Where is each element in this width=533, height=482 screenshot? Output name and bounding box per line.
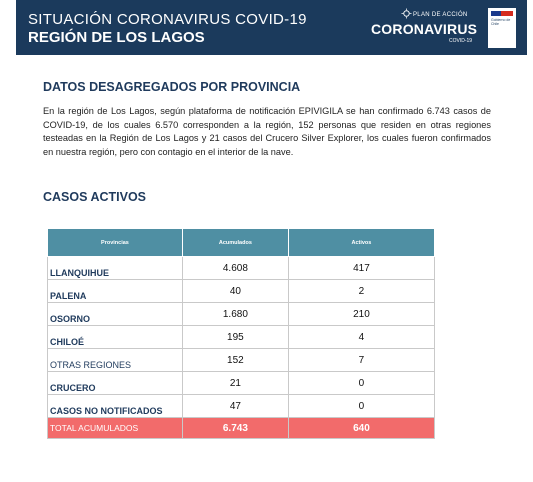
table-header-row — [48, 229, 435, 257]
cell-acumulados: 195 — [182, 326, 288, 349]
section-heading-desagregados: DATOS DESAGREGADOS POR PROVINCIA — [43, 80, 301, 94]
table-row — [48, 280, 435, 303]
cell-acumulados: 4.608 — [182, 257, 288, 280]
cell-activos: 4 — [288, 326, 434, 349]
total-acumulados: 6.743 — [182, 418, 288, 439]
section-heading-casos-activos: CASOS ACTIVOS — [43, 190, 147, 204]
table-row — [48, 395, 435, 418]
cell-activos: 0 — [288, 395, 434, 418]
cell-provincia: CHILOÉ — [48, 326, 183, 349]
total-label: TOTAL ACUMULADOS — [48, 418, 183, 439]
cell-provincia: LLANQUIHUE — [48, 257, 183, 280]
cell-acumulados: 152 — [182, 349, 288, 372]
total-row — [48, 418, 435, 439]
cell-activos: 417 — [288, 257, 434, 280]
cell-provincia: PALENA — [48, 280, 183, 303]
cell-activos: 210 — [288, 303, 434, 326]
cell-acumulados: 1.680 — [182, 303, 288, 326]
table-row — [48, 303, 435, 326]
intro-paragraph: En la región de Los Lagos, según plataforma de notificación EPIVIGILA se han confirmado 6.743 casos de COVID-19, de los cuales 6.570 corresponden a la región, 152 personas que residen en otras regiones testeadas en la Región de Los Lagos y 21 casos del Crucero Silver Explorer, los cuales fueron confirmados en nuestra región, pero con contagio en el interior de la nave. — [43, 106, 491, 157]
cell-provincia: OTRAS REGIONES — [48, 349, 183, 372]
table-row — [48, 326, 435, 349]
cell-provincia: CRUCERO — [48, 372, 183, 395]
flag-red — [501, 11, 513, 16]
table-row — [48, 349, 435, 372]
gov-badge-text: Gobierno de Chile — [491, 18, 511, 26]
header-acumulados: Acumulados — [182, 229, 288, 257]
cell-acumulados: 40 — [182, 280, 288, 303]
cell-activos: 0 — [288, 372, 434, 395]
cell-provincia: OSORNO — [48, 303, 183, 326]
gobierno-badge — [488, 8, 516, 48]
casos-activos-table — [47, 228, 435, 439]
logo-main-text: CORONAVIRUS — [371, 21, 478, 37]
header-activos: Activos — [288, 229, 434, 257]
table-row — [48, 257, 435, 280]
logo-plan-text: PLAN DE ACCIÓN — [413, 12, 468, 18]
logo-sub-text: COVID-19 — [449, 38, 473, 44]
header-title-line2: REGIÓN DE LOS LAGOS — [28, 29, 205, 46]
cell-provincia: CASOS NO NOTIFICADOS — [48, 395, 183, 418]
flag-blue — [491, 11, 501, 16]
cell-activos: 7 — [288, 349, 434, 372]
total-activos: 640 — [288, 418, 434, 439]
cell-acumulados: 47 — [182, 395, 288, 418]
cell-activos: 2 — [288, 280, 434, 303]
header-banner — [16, 0, 527, 55]
coronavirus-logo — [369, 8, 479, 48]
header-title-line1: SITUACIÓN CORONAVIRUS COVID-19 — [28, 11, 307, 28]
cell-acumulados: 21 — [182, 372, 288, 395]
header-provincias: Provincias — [48, 229, 183, 257]
virus-icon — [401, 8, 412, 19]
table-row — [48, 372, 435, 395]
